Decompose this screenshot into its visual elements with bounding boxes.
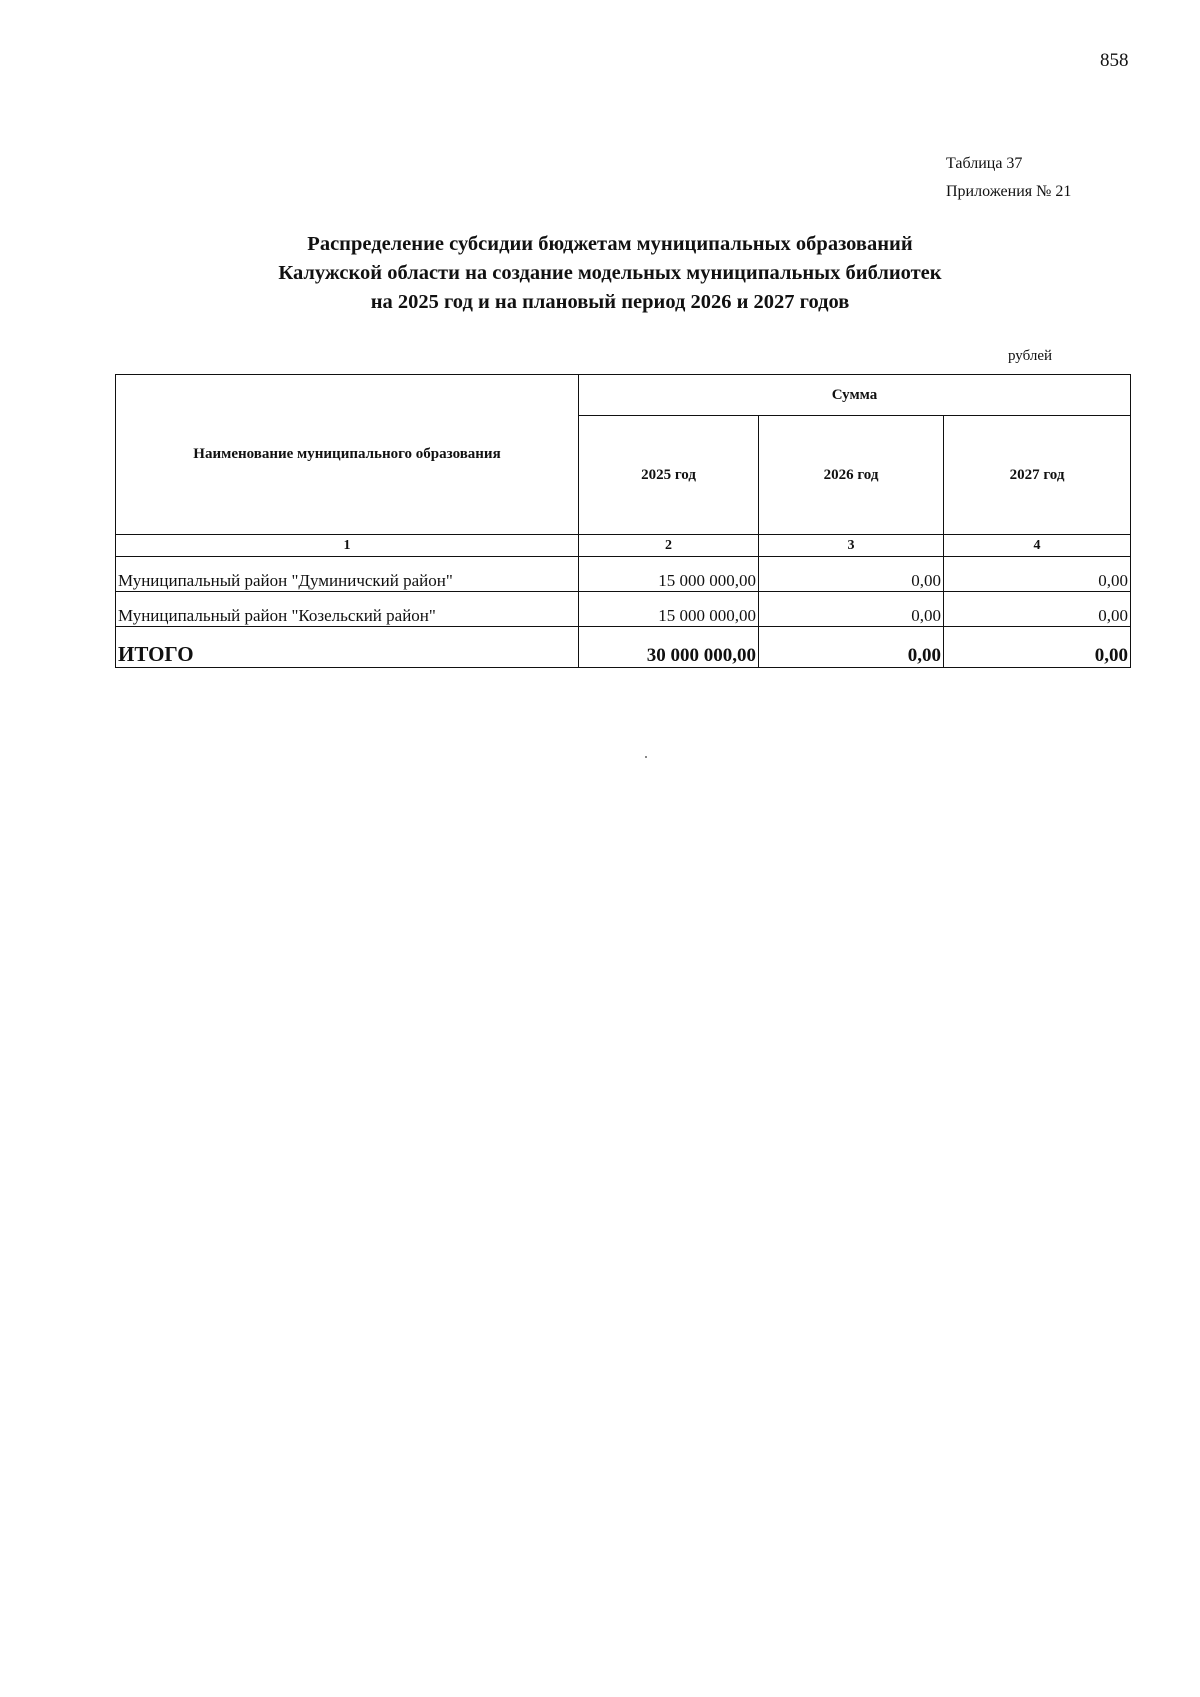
appendix-label: Приложения № 21: [946, 183, 1072, 200]
amount-2025: 15 000 000,00: [579, 592, 759, 627]
amount-2025: 15 000 000,00: [579, 557, 759, 592]
amount-2026: 0,00: [759, 592, 944, 627]
municipality-name: Муниципальный район "Думиничский район": [116, 557, 579, 592]
total-2027: 0,00: [944, 627, 1131, 668]
year-header-2025: 2025 год: [579, 416, 759, 535]
column-number: 4: [944, 535, 1131, 557]
total-2025: 30 000 000,00: [579, 627, 759, 668]
amount-2027: 0,00: [944, 592, 1131, 627]
total-label: ИТОГО: [116, 627, 579, 668]
total-row: [116, 627, 1131, 668]
table-reference: [946, 150, 1071, 206]
table-row: [116, 592, 1131, 627]
column-number: 1: [116, 535, 579, 557]
title-line: Калужской области на создание модельных муниципальных библиотек: [278, 262, 942, 284]
title-line: на 2025 год и на плановый период 2026 и 2027 годов: [370, 291, 850, 313]
amount-2027: 0,00: [944, 557, 1131, 592]
total-2026: 0,00: [759, 627, 944, 668]
column-number: 2: [579, 535, 759, 557]
units-label: рублей: [1008, 348, 1053, 364]
header-row: [116, 375, 1131, 416]
table-label: Таблица 37: [946, 155, 1023, 172]
document-title: [160, 230, 1060, 317]
page-number: 858: [1100, 50, 1129, 71]
table-row: [116, 557, 1131, 592]
subsidy-table: [115, 374, 1131, 668]
sum-column-header: Сумма: [579, 375, 1131, 416]
year-header-2026: 2026 год: [759, 416, 944, 535]
name-column-header: Наименование муниципального образования: [116, 375, 579, 535]
municipality-name: Муниципальный район "Козельский район": [116, 592, 579, 627]
title-line: Распределение субсидии бюджетам муниципальных образований: [307, 233, 913, 255]
amount-2026: 0,00: [759, 557, 944, 592]
year-header-2027: 2027 год: [944, 416, 1131, 535]
column-number-row: [116, 535, 1131, 557]
column-number: 3: [759, 535, 944, 557]
scan-speck: [645, 756, 647, 758]
